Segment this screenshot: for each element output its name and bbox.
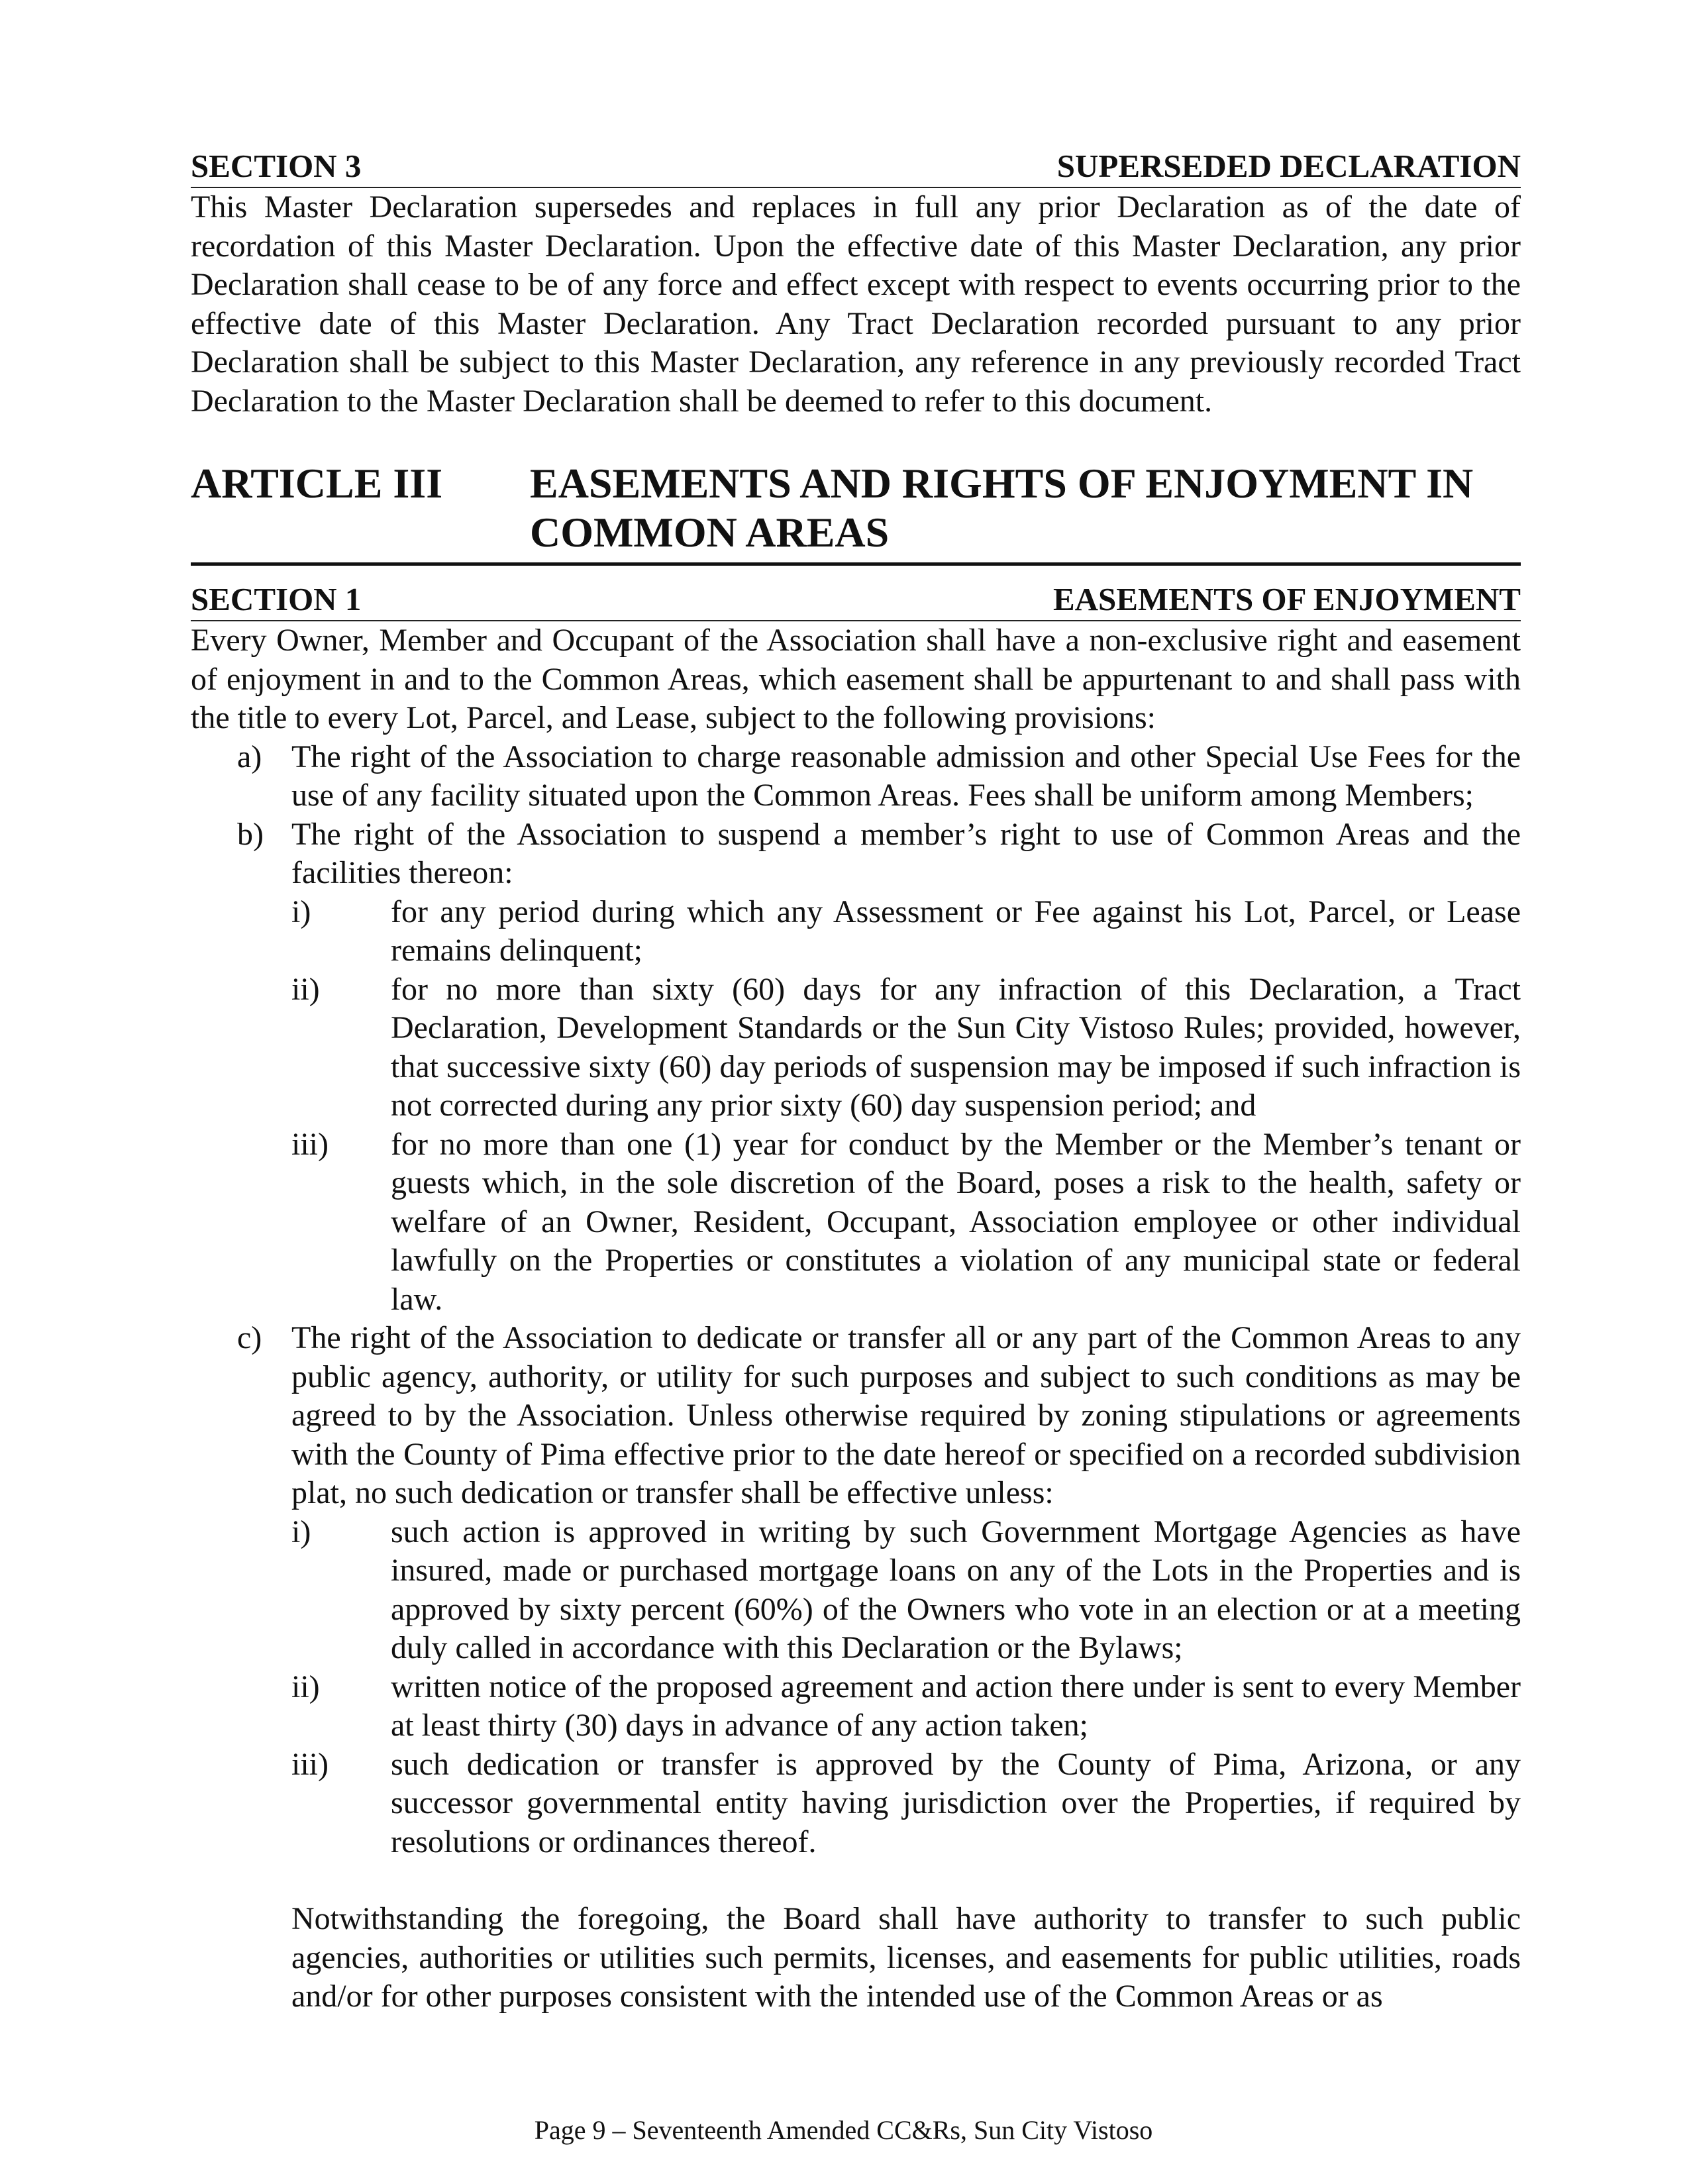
section-1-header — [191, 580, 1521, 621]
provision-a — [191, 738, 1521, 815]
section-1-number: SECTION 1 — [191, 581, 362, 617]
sub-provision-text: such dedication or transfer is approved by the County of Pima, Arizona, or any successor governmental entity having jurisdiction over the Properties, if required by resolutions or ordinances thereof. — [391, 1746, 1521, 1859]
sub-provision-text: written notice of the proposed agreement and action there under is sent to every Member at least thirty (30) days in advance of any action taken; — [391, 1669, 1521, 1743]
document-page — [191, 147, 1521, 2048]
section-3-number: SECTION 3 — [191, 148, 362, 184]
provision-label: a) — [237, 739, 262, 774]
provision-c-i — [191, 1513, 1521, 1668]
provision-b-i — [191, 893, 1521, 970]
sub-provision-label: iii) — [291, 1126, 329, 1162]
sub-provision-label: i) — [291, 1514, 311, 1549]
provision-c — [191, 1319, 1521, 1513]
section-3-title: SUPERSEDED DECLARATION — [1056, 148, 1521, 184]
section-1-intro: Every Owner, Member and Occupant of the Association shall have a non-exclusive right and easement of enjoyment in and to the Common Areas, which easement shall be appurtenant to and shall pass with the title to every Lot, Parcel, and Lease, subject to the following provisions: — [191, 623, 1521, 735]
article-heading — [191, 459, 1521, 566]
section-3-body: This Master Declaration supersedes and replaces in full any prior Declaration as of the date of recordation of this Master Declaration. Upon the effective date of this Master Declaration, any prior Declaration shall cease to be of any force and effect except with respect to events occurring prior to the effective date of this Master Declaration. Any Tract Declaration recorded pursuant to any prior Declaration shall be subject to this Master Declaration, any reference in any previously recorded Tract Declaration to the Master Declaration shall be deemed to refer to this document. — [191, 189, 1521, 419]
provision-text: The right of the Association to dedicate or transfer all or any part of the Common Areas to any public agency, authority, or utility for such purposes and subject to such conditions as may be agreed to by the Association. Unless otherwise required by zoning stipulations or agreements with the County of Pima effective prior to the date hereof or specified on a recorded subdivision plat, no such dedication or transfer shall be effective unless: — [291, 1320, 1521, 1510]
sub-provision-label: ii) — [291, 971, 320, 1007]
article-number: ARTICLE III — [191, 460, 443, 507]
section-3-header — [191, 147, 1521, 188]
provision-label: c) — [237, 1320, 262, 1355]
section-1-title: EASEMENTS OF ENJOYMENT — [1052, 581, 1521, 617]
sub-provision-text: for no more than one (1) year for conduct by the Member or the Member’s tenant or guests which, in the sole discretion of the Board, poses a risk to the health, safety or welfare of an Owner, Resident, Occupant, Association employee or other individual lawfully on the Properties or constitutes a violation of any municipal state or federal law. — [391, 1126, 1521, 1317]
provision-c-iii — [191, 1745, 1521, 1862]
sub-provision-text: for no more than sixty (60) days for any infraction of this Declaration, a Tract Declaration, Development Standards or the Sun City Vistoso Rules; provided, however, that successive sixty (60) day periods of suspension may be imposed if such infraction is not corrected during any prior sixty (60) day suspension period; and — [391, 971, 1521, 1123]
article-title: EASEMENTS AND RIGHTS OF ENJOYMENT IN COMMON AREAS — [530, 460, 1474, 556]
sub-provision-text: such action is approved in writing by such Government Mortgage Agencies as have insured, made or purchased mortgage loans on any of the Lots in the Properties and is approved by sixty percent (60%) of the Owners who vote in an election or at a meeting duly called in accordance with this Declaration or the Bylaws; — [391, 1514, 1521, 1665]
provision-c-ii — [191, 1668, 1521, 1745]
sub-provision-label: ii) — [291, 1669, 320, 1704]
provision-text: The right of the Association to charge reasonable admission and other Special Use Fees for the use of any facility situated upon the Common Areas. Fees shall be uniform among Members; — [291, 739, 1521, 813]
provision-b — [191, 815, 1521, 893]
provision-label: b) — [237, 816, 264, 852]
sub-provision-label: iii) — [291, 1746, 329, 1782]
page-footer: Page 9 – Seventeenth Amended CC&Rs, Sun City Vistoso — [534, 2115, 1153, 2145]
notwithstanding-paragraph: Notwithstanding the foregoing, the Board shall have authority to transfer to such public agencies, authorities or utilities such permits, licenses, and easements for public utilities, roads and/or for other purposes consistent with the intended use of the Common Areas or as — [291, 1901, 1521, 2014]
provision-text: The right of the Association to suspend a member’s right to use of Common Areas and the facilities thereon: — [291, 816, 1521, 890]
provision-b-ii — [191, 970, 1521, 1125]
sub-provision-label: i) — [291, 894, 311, 929]
sub-provision-text: for any period during which any Assessment or Fee against his Lot, Parcel, or Lease remains delinquent; — [391, 894, 1521, 968]
provision-b-iii — [191, 1125, 1521, 1320]
